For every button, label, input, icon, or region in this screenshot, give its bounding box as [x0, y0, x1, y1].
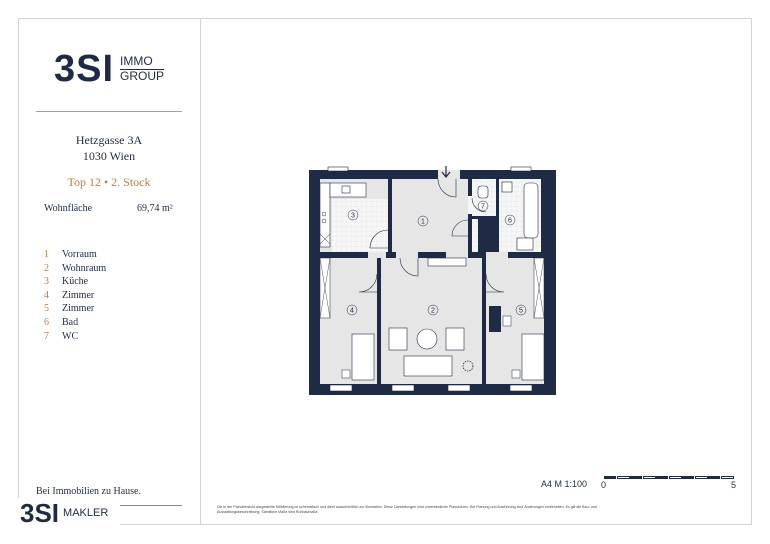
legend-item: 2 Wohnraum — [44, 262, 107, 274]
kitchen-counter — [320, 183, 330, 247]
logo-line1: IMMO — [120, 55, 164, 70]
window — [330, 385, 352, 391]
window — [328, 167, 348, 171]
divider — [36, 111, 182, 112]
interior-wall — [496, 179, 499, 219]
nightstand — [512, 370, 520, 378]
door-opening — [468, 196, 472, 214]
makler-logo — [18, 498, 120, 528]
interior-wall — [388, 179, 392, 252]
window — [392, 385, 414, 391]
makler-main: 3SI — [20, 497, 60, 528]
legend-item: 7 WC — [44, 330, 79, 342]
door-opening — [446, 252, 468, 258]
legend-item: 1 Vorraum — [44, 249, 97, 260]
entrance-door — [438, 170, 460, 179]
interior-wall — [377, 258, 381, 384]
kitchen-tiles — [332, 199, 388, 252]
room-label-6: 6 — [508, 217, 512, 225]
window — [510, 385, 532, 391]
toilet-icon — [478, 186, 488, 198]
basin-icon — [502, 182, 512, 192]
door-opening — [368, 252, 386, 258]
address-city: 1030 Wien — [82, 149, 136, 163]
armchair — [389, 328, 407, 350]
room-vorraum — [392, 179, 470, 252]
interior-wall — [482, 258, 486, 384]
door-opening — [396, 252, 418, 258]
corridor-tiles — [472, 219, 478, 252]
makler-sub: MAKLER — [63, 507, 109, 519]
disclaimer: Die in der Planübersicht dargestellte Möblierung ist schematisch und dient ausschließlich zur Illustration. Diese Darstellungen sind unverbindliche Planskizzen. Bei Planung und Ausführung sind Änderungen vorbehalten. Es gilt die Bau- und Ausstattungsbeschreibung. Sämtliche Maße sind Rohbaumaße. — [217, 505, 597, 514]
legend-item: 6 Bad — [44, 316, 79, 328]
scale-end: 5 — [731, 480, 737, 490]
interior-wall — [320, 252, 544, 258]
address-street: Hetzgasse 3A — [75, 133, 143, 147]
chair — [503, 316, 511, 326]
room-label-3: 3 — [351, 212, 355, 220]
bathtub-icon — [524, 183, 538, 238]
room-label-7: 7 — [481, 203, 485, 211]
logo-sub — [120, 55, 164, 84]
tagline: Bei Immobilien zu Hause. — [36, 486, 141, 497]
washer-icon — [517, 238, 533, 250]
door-opening — [486, 252, 508, 258]
scale-bar — [604, 476, 734, 479]
legend-item: 5 Zimmer — [44, 303, 95, 315]
window — [448, 385, 470, 391]
interior-wall — [468, 179, 472, 252]
legend-item: 4 Zimmer — [44, 289, 95, 301]
room-legend — [44, 249, 106, 344]
armchair — [446, 328, 464, 350]
bed-icon — [522, 334, 544, 380]
kitchen-counter — [330, 183, 366, 197]
logo-line2: GROUP — [120, 68, 165, 83]
bed-icon — [352, 334, 374, 380]
company-logo — [54, 50, 164, 88]
scale-start: 0 — [601, 480, 607, 490]
legend-item: 3 Küche — [44, 276, 89, 288]
desk — [489, 306, 501, 332]
room-label-1: 1 — [421, 218, 425, 226]
nightstand — [342, 370, 350, 378]
tv-board — [428, 258, 466, 266]
room-label-4: 4 — [350, 307, 354, 315]
scale-label: A4 M 1:100 — [541, 479, 588, 489]
coffee-table — [417, 329, 437, 349]
room-label-2: 2 — [431, 307, 435, 315]
room-label-5: 5 — [519, 307, 523, 315]
window — [511, 167, 531, 171]
sofa — [404, 356, 452, 376]
area-value: 69,74 m² — [137, 203, 173, 214]
logo-main: 3SI — [54, 48, 115, 90]
floor-plan — [306, 166, 558, 396]
tagline-divider — [118, 505, 182, 506]
area-label: Wohnfläche — [44, 203, 93, 214]
unit-label: Top 12 • 2. Stock — [67, 175, 151, 189]
